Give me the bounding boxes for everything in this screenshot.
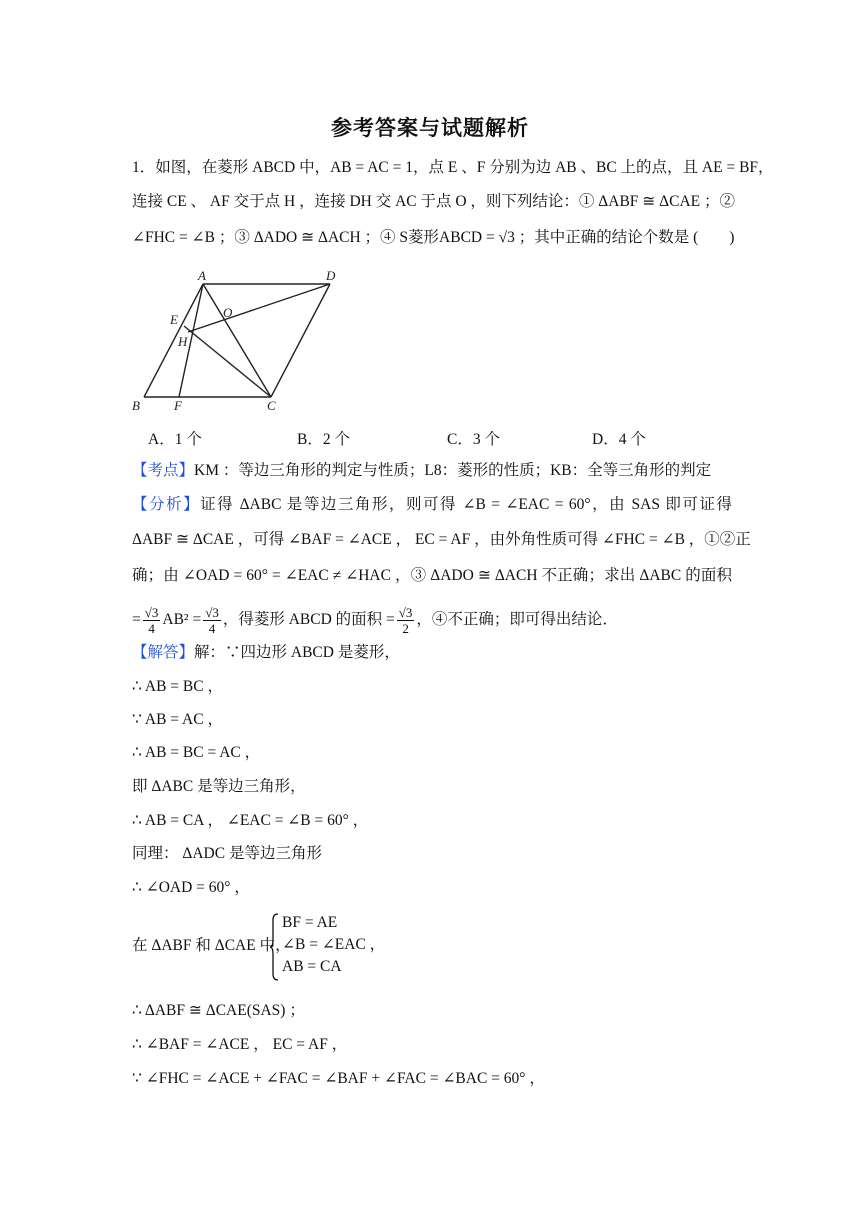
jieda-after: ∵ ∠FHC = ∠ACE + ∠FAC = ∠BAF + ∠FAC = ∠BAC = 60° ， <box>132 1070 545 1087</box>
fenxi-conclusion: ，④不正确；即可得出结论． <box>416 611 618 628</box>
left-brace-icon <box>269 912 279 982</box>
label-f: F <box>174 398 182 413</box>
jieda-tag: 【解答】 <box>132 644 195 661</box>
jieda-step: 即 ΔABC 是等边三角形， <box>132 778 306 795</box>
kaodian-text: KM ：等边三角形的判定与性质；L8：菱形的性质；KB：全等三角形的判定 <box>194 462 712 479</box>
equation-system <box>282 912 385 978</box>
option-a: A．1 个 <box>148 431 202 448</box>
label-b: B <box>132 398 140 413</box>
edge-ab <box>144 284 203 397</box>
label-c: C <box>267 398 276 413</box>
jieda-step: ∴ AB = CA ， ∠EAC = ∠B = 60° ， <box>132 812 369 829</box>
system-row: AB = CA <box>282 958 342 975</box>
fenxi-line-4 <box>132 600 732 640</box>
system-row: ∠B = ∠EAC ， <box>282 936 386 953</box>
jieda-line-first <box>132 642 732 664</box>
option-c: C．3 个 <box>447 431 500 448</box>
fraction-denominator: 4 <box>208 620 216 636</box>
fraction-numerator: √3 <box>398 604 413 620</box>
jieda-step: ∴ AB = BC ， <box>132 678 223 695</box>
option-d: D．4 个 <box>592 431 646 448</box>
option-b: B．2 个 <box>297 431 350 448</box>
page-title: 参考答案与试题解析 <box>331 116 529 140</box>
jieda-after: ∴ ∠BAF = ∠ACE ， EC = AF ， <box>132 1036 348 1053</box>
fraction-sqrt3-over-4-a <box>143 606 161 635</box>
fraction-denominator: 4 <box>148 620 155 636</box>
kaodian-tag: 【考点】 <box>132 462 195 479</box>
fenxi-ab-squared: AB² = <box>162 611 202 628</box>
segment-ec <box>184 326 271 397</box>
system-row: BF = AE <box>282 914 338 931</box>
fenxi-text-1: 证得 ΔABC 是等边三角形，则可得 ∠B = ∠EAC = 60°，由 SAS 即可证得 <box>200 496 732 513</box>
kaodian-line <box>132 460 732 482</box>
label-h: H <box>178 334 188 349</box>
fenxi-tag: 【分析】 <box>132 496 201 513</box>
jieda-step: ∴ ∠OAD = 60° ， <box>132 879 250 896</box>
fenxi-line-2: ΔABF ≅ ΔCAE ，可得 ∠BAF = ∠ACE ， EC = AF ，由外角性质可得 ∠FHC = ∠B ，①②正 <box>132 531 751 548</box>
fenxi-area-text: ，得菱形 ABCD 的面积 = <box>222 611 395 628</box>
jieda-first: 解：∵四边形 ABCD 是菱形， <box>194 644 400 661</box>
question-line-1: 1．如图，在菱形 ABCD 中，AB = AC = 1，点 E 、F 分别为边 AB 、BC 上的点，且 AE = BF， <box>132 159 774 176</box>
fraction-numerator: √3 <box>144 604 159 620</box>
jieda-step: ∵ AB = AC ， <box>132 711 223 728</box>
fraction-numerator: √3 <box>205 604 219 620</box>
system-prefix: 在 ΔABF 和 ΔCAE 中， <box>132 937 291 954</box>
label-o: O <box>223 305 233 320</box>
fraction-denominator: 2 <box>402 620 409 636</box>
label-e: E <box>170 312 178 327</box>
fraction-sqrt3-over-4-b <box>203 606 221 635</box>
diagonal-ac <box>203 284 271 397</box>
fenxi-line-1 <box>132 494 732 516</box>
jieda-after: ∴ ΔABF ≅ ΔCAE(SAS) ； <box>132 1002 305 1019</box>
fenxi-line-3: 确；由 ∠OAD = 60° = ∠EAC ≠ ∠HAC ，③ ΔADO ≅ ΔACH 不正确；求出 ΔABC 的面积 <box>132 567 732 584</box>
fraction-sqrt3-over-2 <box>397 606 415 635</box>
jieda-step: ∴ AB = BC = AC ， <box>132 744 261 761</box>
fenxi-eq: = <box>132 611 141 628</box>
rhombus-figure <box>122 262 352 422</box>
question-line-3: ∠FHC = ∠B ；③ ΔADO ≅ ΔACH ；④ S菱形ABCD = √3 ；其中正确的结论个数是 ( ) <box>132 229 735 246</box>
jieda-step: 同理： ΔADC 是等边三角形 <box>132 845 322 862</box>
label-d: D <box>326 268 336 283</box>
question-line-2: 连接 CE 、 AF 交于点 H ，连接 DH 交 AC 于点 O ，则下列结论：① ΔABF ≅ ΔCAE ；② <box>132 193 736 210</box>
label-a: A <box>198 268 206 283</box>
